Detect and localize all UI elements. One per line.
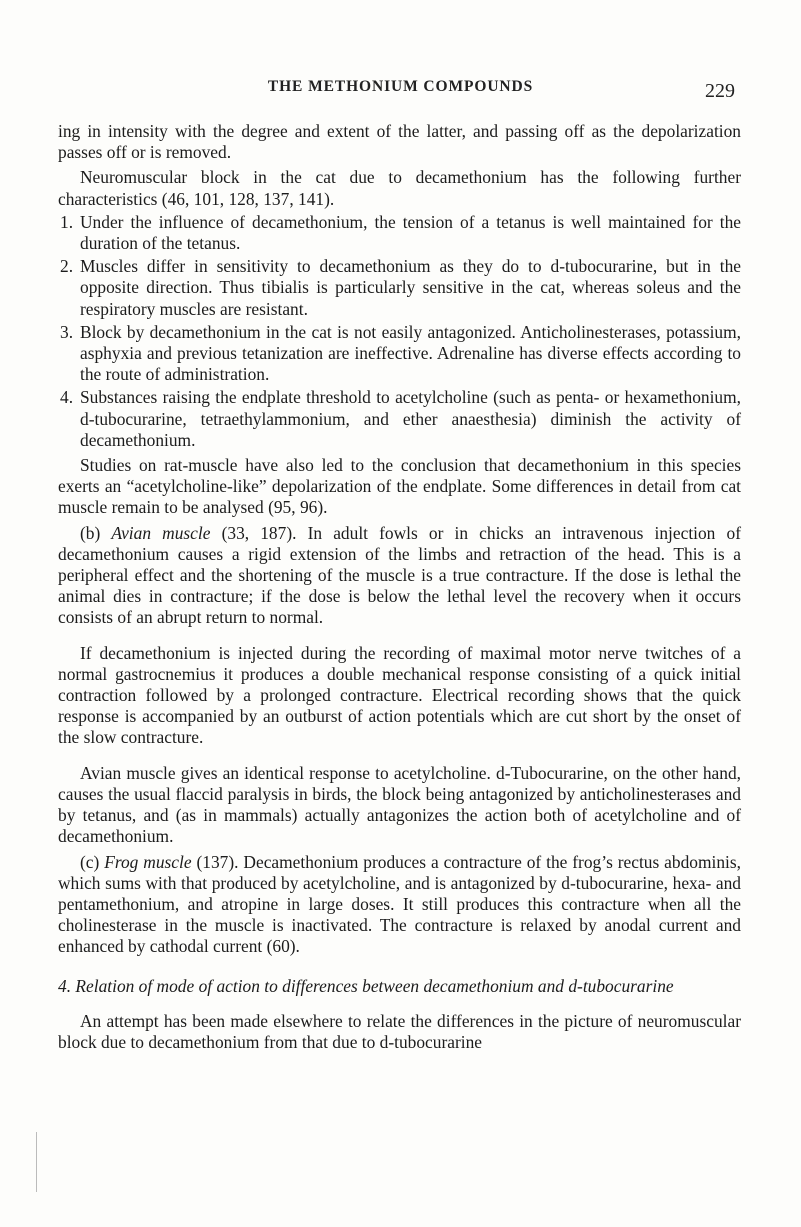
list-text: Substances raising the endplate threshold to acetylcholine (such as penta- or hexamethonium, d-tubocurarine, tetraethylammonium, and ether anaesthesia) diminish the activity of decamethonium. xyxy=(80,387,741,450)
section-title: Relation of mode of action to differences between decamethonium and d-tubocurarine xyxy=(75,975,674,996)
list-text: Under the influence of decamethonium, the tension of a tetanus is well maintained for the duration of the tetanus. xyxy=(80,211,741,254)
subsection-title: Frog muscle xyxy=(104,851,192,872)
list-item xyxy=(58,212,741,254)
paragraph: Studies on rat-muscle have also led to the conclusion that decamethonium in this species exerts an “acetylcholine-like” depolarization of the endplate. Some differences in detail from cat muscle remain to be analysed (95, 96). xyxy=(58,455,741,518)
paragraph-text: (137). Decamethonium produces a contracture of the frog’s rectus abdominis, which sums with that produced by acetylcholine, and is antagonized by d-tubocurarine, hexa- and pentamethonium, and atropine in large doses. It still produces this contracture when all the cholinesterase in the muscle is inactivated. The contracture is relaxed by anodal current and enhanced by cathodal current (60). xyxy=(58,851,741,957)
section-number: 4. xyxy=(58,975,72,996)
paragraph-frog-muscle xyxy=(58,852,741,958)
running-header xyxy=(0,50,801,102)
list-item xyxy=(58,322,741,386)
list-item xyxy=(58,387,741,451)
list-number: 4. xyxy=(60,387,74,408)
page-edge-mark xyxy=(36,1132,37,1192)
subsection-title: Avian muscle xyxy=(111,522,211,543)
page-number: 229 xyxy=(705,80,735,102)
running-title: THE METHONIUM COMPOUNDS xyxy=(267,78,534,95)
list-item xyxy=(58,256,741,320)
paragraph: If decamethonium is injected during the recording of maximal motor nerve twitches of a normal gastrocnemius it produces a double mechanical response consisting of a quick initial contraction followed by a prolonged contracture. Electrical recording shows that the quick response is accompanied by an outburst of action potentials which are cut short by the onset of the slow contracture. xyxy=(58,642,741,748)
paragraph: Avian muscle gives an identical response to acetylcholine. d-Tubocurarine, on the other hand, causes the usual flaccid paralysis in birds, the block being antagonized by anticholinesterases and by tetanus, and (as in mammals) actually antagonizes the action both of acetylcholine and of decamethonium. xyxy=(58,762,741,847)
body-text xyxy=(58,121,741,1053)
list-number: 2. xyxy=(60,256,74,277)
paragraph: An attempt has been made elsewhere to relate the differences in the picture of neuromuscular block due to decamethonium from that due to d-tubocurarine xyxy=(58,1010,741,1052)
paragraph: ing in intensity with the degree and extent of the latter, and passing off as the depolarization passes off or is removed. xyxy=(58,121,741,163)
paragraph-text: (33, 187). In adult fowls or in chicks an intravenous injection of decamethonium causes a rigid extension of the limbs and retraction of the head. This is a peripheral effect and the shortening of the muscle is a true contracture. If the dose is lethal the animal dies in contracture; if the dose is below the lethal level the recovery when it occurs consists of an abrupt return to normal. xyxy=(58,522,741,628)
subsection-label: (b) xyxy=(80,522,101,543)
list-number: 1. xyxy=(60,211,74,232)
characteristics-list xyxy=(58,212,741,451)
list-number: 3. xyxy=(60,321,74,342)
list-text: Block by decamethonium in the cat is not easily antagonized. Anticholinesterases, potassium, asphyxia and previous tetanization are ineffective. Adrenaline has diverse effects according to the route of administration. xyxy=(80,321,741,385)
paragraph-avian-muscle xyxy=(58,523,741,629)
list-text: Muscles differ in sensitivity to decamethonium as they do to d-tubocurarine, but in the opposite direction. Thus tibialis is particularly sensitive in the cat, whereas soleus and the respiratory muscles are resistant. xyxy=(80,256,741,319)
paragraph: Neuromuscular block in the cat due to decamethonium has the following further characteristics (46, 101, 128, 137, 141). xyxy=(58,167,741,209)
section-heading xyxy=(58,976,741,997)
subsection-label: (c) xyxy=(80,851,100,872)
